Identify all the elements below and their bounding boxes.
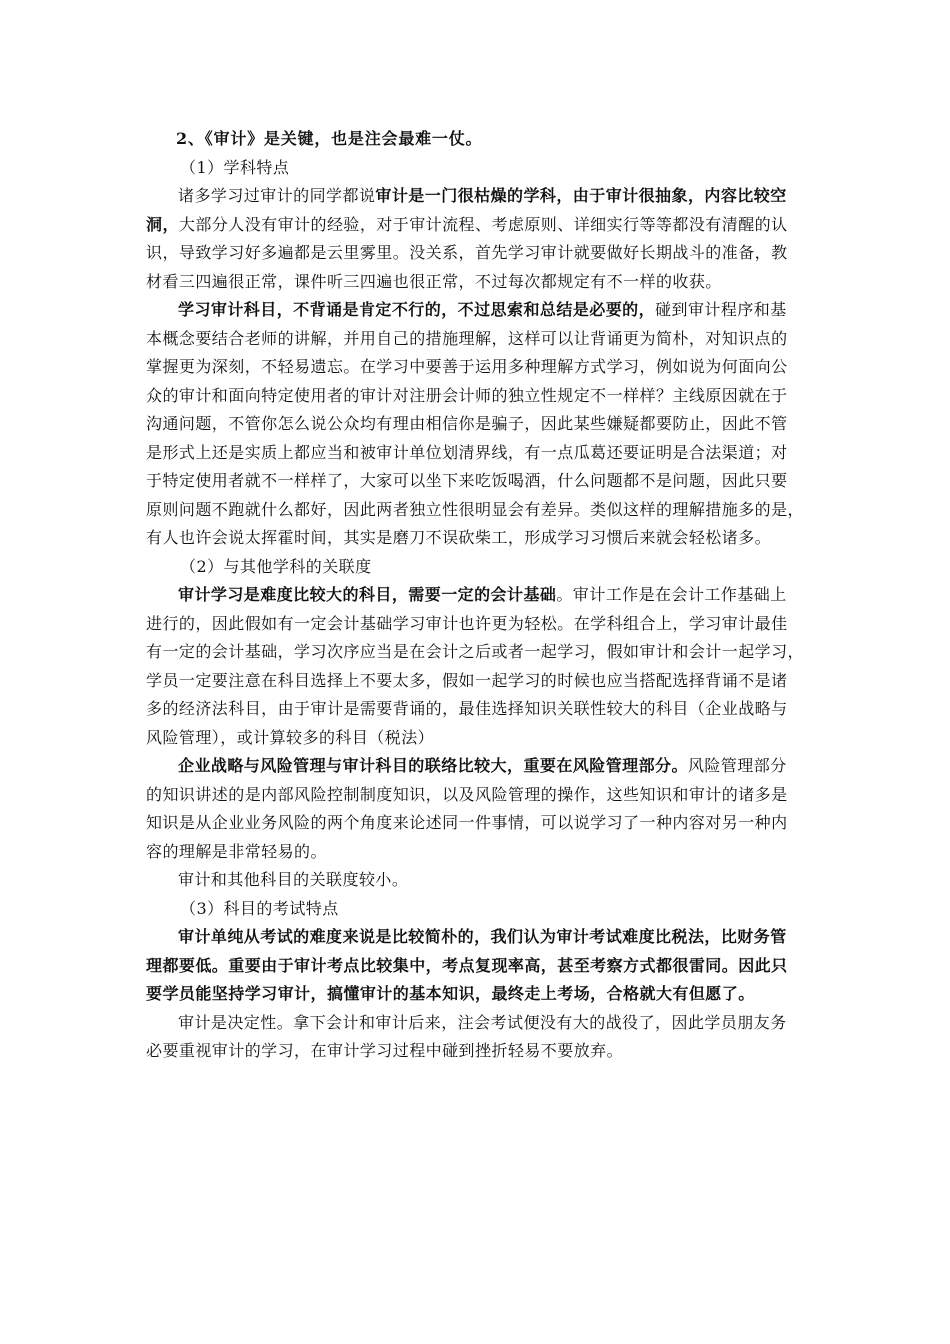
- text-run: 风险管理部分: [687, 756, 787, 775]
- text-line: 必要重视审计的学习，在审计学习过程中碰到挫折轻易不要放弃。: [146, 1041, 624, 1060]
- text-line: 原则问题不跑就什么都好，因此两者独立性很明显会有差异。类似这样的理解措施多的是，: [146, 499, 805, 519]
- bold-text-run: 审计单纯从考试的难度来说是比较简朴的，我们认为审计考试难度比税法，比财务管: [178, 927, 787, 946]
- text-line: 的知识讲述的是内部风险控制制度知识，以及风险管理的操作，这些知识和审计的诸多是: [146, 784, 788, 804]
- text-line: 是形式上还是实质上都应当和被审计单位划清界线，有一点瓜葛还要证明是合法渠道；对: [146, 442, 788, 462]
- paragraph-6: [146, 923, 804, 1009]
- paragraph-7: [146, 1009, 804, 1066]
- bold-text-run: 企业战略与风险管理与审计科目的联络比较大，重要在风险管理部分。: [178, 756, 688, 775]
- text-run: 大部分人没有审计的经验，对于审计流程、考虑原则、详细实行等等都没有清醒的认: [178, 214, 788, 234]
- text-line: 掌握更为深刻，不轻易遗忘。在学习中要善于运用多种理解方式学习，例如说为何面向公: [146, 357, 788, 376]
- text-run: 。审计工作是在会计工作基础上: [556, 585, 787, 604]
- paragraph-1: [146, 182, 804, 296]
- bold-text-run: 理都要低。重要由于审计考点比较集中，考点复现率高，甚至考察方式都很雷同。因此只: [146, 955, 788, 975]
- subsection-title-2: （2）与其他学科的关联度: [180, 556, 372, 576]
- section-heading: 2、《审计》是关键，也是注会最难一仗。: [176, 129, 483, 148]
- bold-text-run: 审计学习是难度比较大的科目，需要一定的会计基础: [178, 585, 557, 604]
- text-line: 本概念要结合老师的讲解，并用自己的措施理解，这样可以让背诵更为简朴，对知识点的: [146, 328, 788, 348]
- text-line: 进行的，因此假如有一定会计基础学习审计也许更为轻松。在学科组合上，学习审计最佳: [146, 613, 788, 633]
- text-line: 识，导致学习好多遍都是云里雾里。没关系，首先学习审计就要做好长期战斗的准备，教: [146, 243, 788, 262]
- text-line: 材看三四遍很正常，课件听三四遍也很正常，不过每次都规定有不一样的收获。: [146, 271, 722, 291]
- text-line: 众的审计和面向特定使用者的审计对注册会计师的独立性规定不一样样？主线原因就在于: [146, 385, 788, 405]
- subsection-title-3: （3）科目的考试特点: [180, 898, 339, 918]
- bold-text-run: 要学员能坚持学习审计，搞懂审计的基本知识，最终走上考场，合格就大有但愿了。: [146, 984, 755, 1003]
- text-line: 风险管理），或计算较多的科目（税法）: [146, 727, 435, 747]
- paragraph-5: 审计和其他科目的关联度较小。: [178, 870, 409, 889]
- text-line: 知识是从企业业务风险的两个角度来论述同一件事情，可以说学习了一种内容对另一种内: [146, 813, 788, 832]
- paragraph-4: [146, 752, 804, 866]
- text-line: 审计是决定性。拿下会计和审计后来，注会考试便没有大的战役了，因此学员朋友务: [178, 1012, 787, 1032]
- bold-text-run: 审计是一门很枯燥的学科，由于审计很抽象，内容比较空: [375, 186, 787, 205]
- paragraph-2: [146, 296, 804, 553]
- text-line: 容的理解是非常轻易的。: [146, 841, 327, 861]
- bold-text-run: 学习审计科目，不背诵是肯定不行的，不过思索和总结是必要的，: [178, 300, 656, 319]
- subsection-title-1: （1）学科特点: [180, 157, 290, 177]
- text-line: 于特定使用者就不一样样了，大家可以坐下来吃饭喝酒，什么问题都不是问题，因此只要: [146, 471, 788, 490]
- text-line: 有人也许会说太挥霍时间，其实是磨刀不误砍柴工，形成学习习惯后来就会轻松诸多。: [146, 528, 772, 547]
- text-run: 诸多学习过审计的同学都说: [178, 186, 376, 205]
- text-run: 碰到审计程序和基: [655, 300, 787, 319]
- text-line: 多的经济法科目，由于审计是需要背诵的，最佳选择知识关联性较大的科目（企业战略与: [146, 699, 788, 718]
- bold-text-run: 洞，: [146, 214, 179, 234]
- text-line: 有一定的会计基础，学习次序应当是在会计之后或者一起学习，假如审计和会计一起学习，: [146, 642, 805, 661]
- text-line: 沟通问题，不管你怎么说公众均有理由相信你是骗子，因此某些嫌疑都要防止，因此不管: [146, 414, 788, 433]
- text-line: 学员一定要注意在科目选择上不要太多，假如一起学习的时候也应当搭配选择背诵不是诸: [146, 670, 788, 690]
- paragraph-3: [146, 581, 804, 752]
